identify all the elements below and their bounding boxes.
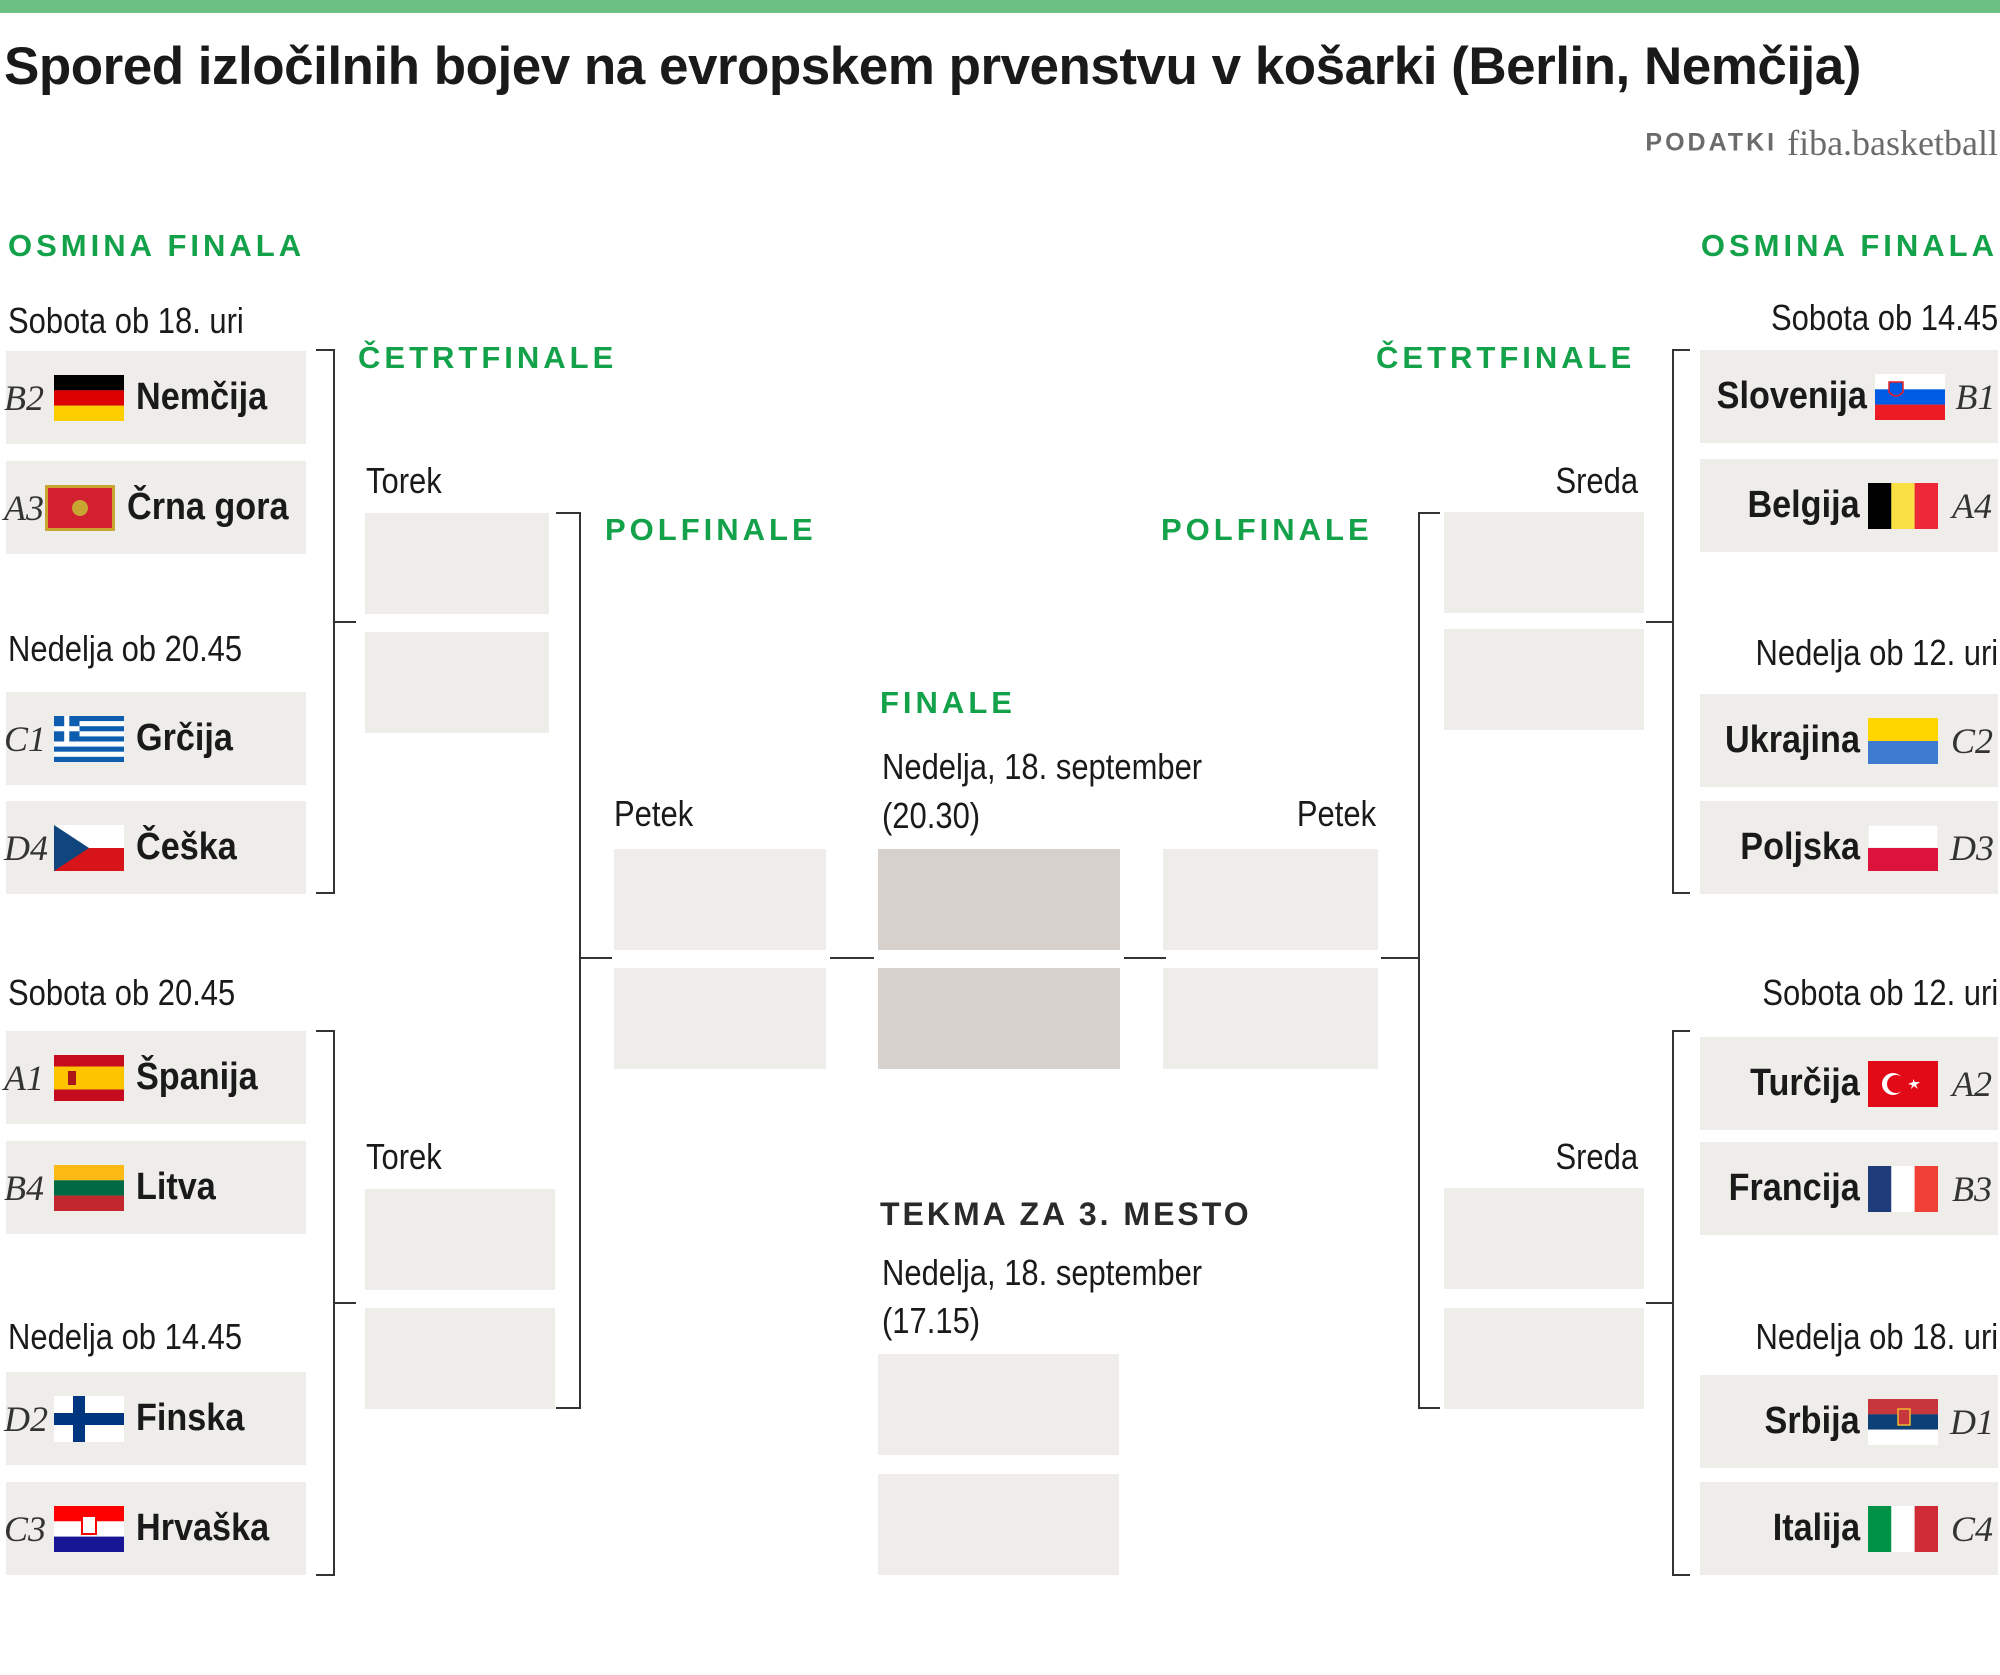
match-time: Nedelja ob 12. uri (1755, 632, 1998, 673)
bracket-line (556, 513, 580, 1408)
team-name: Španija (136, 1056, 258, 1098)
qf-time-left-bottom: Torek (366, 1136, 442, 1177)
team-name: Poljska (1740, 826, 1860, 868)
team-seed: A2 (1952, 1063, 1992, 1104)
team-seed: B4 (4, 1167, 44, 1208)
third-place-date: Nedelja, 18. september (882, 1252, 1203, 1293)
heading-final: FINALE (880, 685, 1016, 720)
final-date: Nedelja, 18. september (882, 746, 1203, 787)
bracket-line (1673, 350, 1690, 893)
match-time: Sobota ob 14.45 (1770, 297, 1998, 338)
team-seed: C4 (1950, 1508, 1993, 1549)
team-seed: A4 (1952, 485, 1992, 526)
team-seed: B1 (1955, 376, 1996, 417)
page-title: Spored izločilnih bojev na evropskem prvenstvu v košarki (Berlin, Nemčija) (4, 37, 1861, 96)
team-seed: C1 (4, 718, 47, 759)
team-name: Srbija (1764, 1400, 1860, 1442)
third-place-time: (17.15) (882, 1300, 981, 1341)
team-seed: D1 (1950, 1401, 1994, 1442)
match-time: Nedelja ob 14.45 (8, 1316, 243, 1357)
team-seed: A1 (4, 1057, 44, 1098)
team-seed: C2 (1950, 720, 1993, 761)
heading-round16-right: OSMINA FINALA (1700, 228, 1998, 263)
bracket-line (316, 350, 334, 893)
bracket-line (316, 1031, 334, 1575)
team-name: Nemčija (136, 376, 268, 418)
team-name: Ukrajina (1725, 719, 1860, 761)
qf-time-right-top: Sreda (1555, 460, 1638, 501)
team-seed: B3 (1952, 1168, 1992, 1209)
team-name: Finska (136, 1397, 245, 1439)
team-seed: A3 (4, 487, 44, 528)
bracket-line (1673, 1031, 1690, 1575)
source-label: PODATKI (1645, 128, 1778, 157)
team-name: Belgija (1747, 484, 1860, 526)
team-seed: C3 (4, 1508, 47, 1549)
match-time: Sobota ob 12. uri (1762, 972, 1998, 1013)
heading-qf-right: ČETRTFINALE (1376, 340, 1636, 375)
qf-time-left-top: Torek (366, 460, 442, 501)
final-time: (20.30) (882, 795, 981, 836)
team-seed: D3 (1950, 827, 1994, 868)
match-time: Sobota ob 20.45 (8, 972, 236, 1013)
team-name: Francija (1728, 1167, 1860, 1209)
team-name: Črna gora (126, 486, 289, 528)
match-time: Nedelja ob 20.45 (8, 628, 243, 669)
team-name: Grčija (136, 717, 233, 759)
source-value: fiba.basketball (1787, 123, 1998, 163)
team-name: Turčija (1750, 1062, 1860, 1104)
team-seed: B2 (4, 377, 44, 418)
match-time: Nedelja ob 18. uri (1755, 1316, 1998, 1357)
heading-sf-right: POLFINALE (1161, 512, 1373, 547)
sf-time-right: Petek (1296, 793, 1376, 834)
team-name: Litva (136, 1166, 216, 1208)
team-name: Češka (136, 826, 237, 868)
bracket-line (1419, 513, 1440, 1408)
heading-third-place: TEKMA ZA 3. MESTO (880, 1196, 1252, 1232)
match-time: Sobota ob 18. uri (8, 300, 244, 341)
team-name: Slovenija (1716, 375, 1867, 417)
heading-sf-left: POLFINALE (605, 512, 817, 547)
heading-round16-left: OSMINA FINALA (8, 228, 306, 263)
sf-time-left: Petek (614, 793, 694, 834)
team-seed: D4 (4, 827, 48, 868)
heading-qf-left: ČETRTFINALE (358, 340, 618, 375)
team-seed: D2 (4, 1398, 48, 1439)
qf-time-right-bottom: Sreda (1555, 1136, 1638, 1177)
team-name: Italija (1772, 1507, 1860, 1549)
team-name: Hrvaška (136, 1507, 270, 1549)
